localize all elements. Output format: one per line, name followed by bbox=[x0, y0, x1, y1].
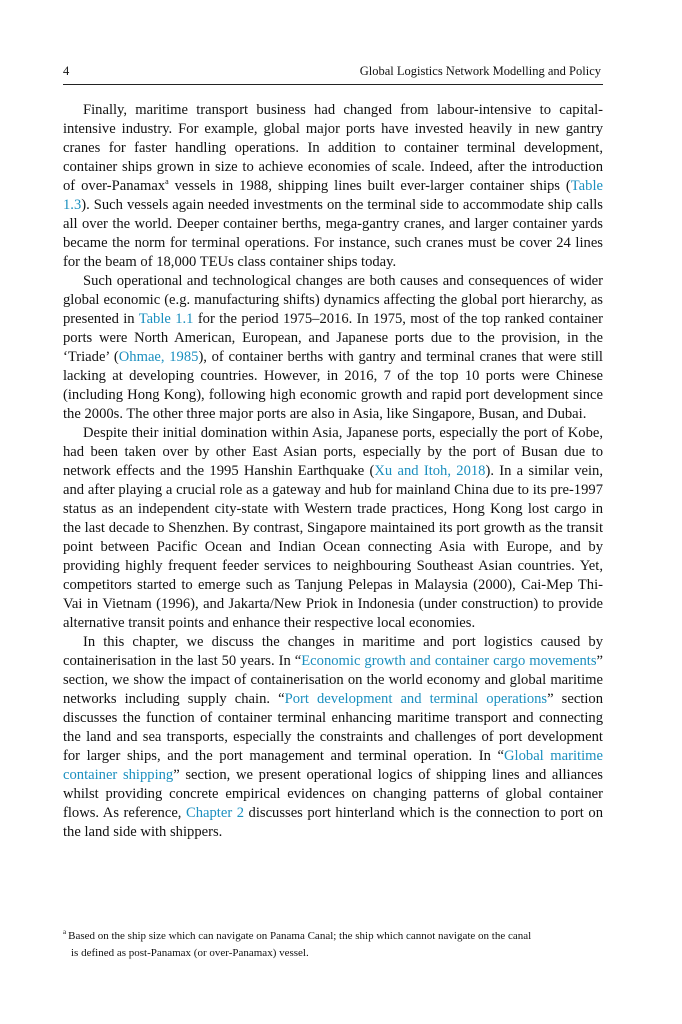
running-title: Global Logistics Network Modelling and Policy bbox=[359, 64, 601, 78]
text-run: ” section, we present operational logics of shipping lines and alliances whilst providing concrete empirical evidences on changing patterns of global container flows. As reference, bbox=[63, 767, 603, 821]
text-run: discusses port hinterland which is the connection to port on the land side with shippers. bbox=[63, 805, 603, 840]
paragraph-3 bbox=[63, 424, 603, 633]
page-number: 4 bbox=[63, 64, 70, 78]
link-table-1-1[interactable]: Table 1.1 bbox=[138, 311, 194, 327]
paragraph-1 bbox=[63, 101, 603, 272]
running-header bbox=[63, 62, 603, 85]
footnote-mark: a bbox=[63, 928, 67, 937]
text-run: vessels in 1988, shipping lines built ever-larger container ships ( bbox=[168, 178, 571, 194]
text-run: ). In a similar vein, and after playing a crucial role as a gateway and hub for mainland China due to its pre-1997 status as an independent city-state with Western trade practices, Hong Kong lost cargo in the last decade to Shenzhen. By contrast, Singapore maintained its port growth as the transit point between Pacific Ocean and Indian Ocean connecting Asia with Europe, and by providing highly frequent feeder services to neighbouring Southeast Asian countries. Yet, competitors started to emerge such as Tanjung Pelepas in Malaysia (2000), Cai-Mep Thi-Vai in Vietnam (1996), and Jakarta/New Priok in Indonesia (under construction) to provide alternative transit points and enhance their respective local economies. bbox=[63, 463, 604, 631]
text-run: ). Such vessels again needed investments on the terminal side to accommodate ship calls all over the world. Deeper container berths, mega-gantry cranes, and larger container yards became the norm for terminal operations. For instance, such cranes must be cover 24 lines for the beam of 18,000 TEUs class container ships today. bbox=[63, 197, 603, 270]
link-section-global-shipping[interactable]: Global maritime container shipping bbox=[63, 748, 603, 783]
text-run: Finally, maritime transport business had changed from labour-intensive to capital-intensive industry. For example, global major ports have invested heavily in new gantry cranes for faster handling operations. In addition to container terminal development, container ships grown in size to achieve economies of scale. Indeed, after the introduction of over-Panamax bbox=[63, 102, 603, 194]
footnote-line-2: is defined as post-Panamax (or over-Panamax) vessel. bbox=[71, 947, 309, 959]
footnote-line-1: Based on the ship size which can navigate on Panama Canal; the ship which cannot navigate on the canal bbox=[68, 930, 532, 942]
body-text bbox=[63, 101, 603, 842]
paragraph-2 bbox=[63, 272, 603, 424]
footnote-reference[interactable]: a bbox=[165, 177, 169, 187]
link-citation-ohmae[interactable]: Ohmae, 1985 bbox=[118, 349, 199, 365]
text-run: Such operational and technological changes are both causes and consequences of wider global economic (e.g. manufacturing shifts) dynamics affecting the global port hierarchy, as presented in bbox=[63, 273, 603, 327]
footnote bbox=[63, 928, 603, 962]
text-run: In this chapter, we discuss the changes in maritime and port logistics caused by containerisation in the last 50 years. In “ bbox=[63, 634, 603, 669]
link-chapter-2[interactable]: Chapter 2 bbox=[185, 805, 245, 821]
text-run: ” section, we show the impact of containerisation on the world economy and global maritime networks including supply chain. “ bbox=[63, 653, 604, 707]
text-run: ” section discusses the function of container terminal enhancing maritime transport and connecting the land and sea transports, especially the constraints and challenges of port development for larger ships, and the port management and terminal operation. In “ bbox=[63, 691, 604, 764]
paragraph-4 bbox=[63, 633, 603, 842]
link-section-economic-growth[interactable]: Economic growth and container cargo movements bbox=[301, 653, 597, 669]
text-run: ), of container berths with gantry and terminal cranes that were still lacking at developing countries. However, in 2016, 7 of the top 10 ports were Chinese (including Hong Kong), following high economic growth and rapid port development since the 2000s. The other three major ports are also in Asia, like Singapore, Busan, and Dubai. bbox=[63, 349, 603, 422]
link-table-1-3[interactable]: Table 1.3 bbox=[63, 178, 603, 213]
link-citation-xu-itoh[interactable]: Xu and Itoh, 2018 bbox=[374, 463, 486, 479]
text-run: for the period 1975–2016. In 1975, most of the top ranked container ports were North American, European, and Japanese ports due to the provision, in the ‘Triade’ ( bbox=[63, 311, 603, 365]
text-run: Despite their initial domination within Asia, Japanese ports, especially the port of Kobe, had been taken over by other East Asian ports, especially by the port of Busan due to network effects and the 1995 Hanshin Earthquake ( bbox=[63, 425, 603, 479]
link-section-port-development[interactable]: Port development and terminal operations bbox=[284, 691, 548, 707]
